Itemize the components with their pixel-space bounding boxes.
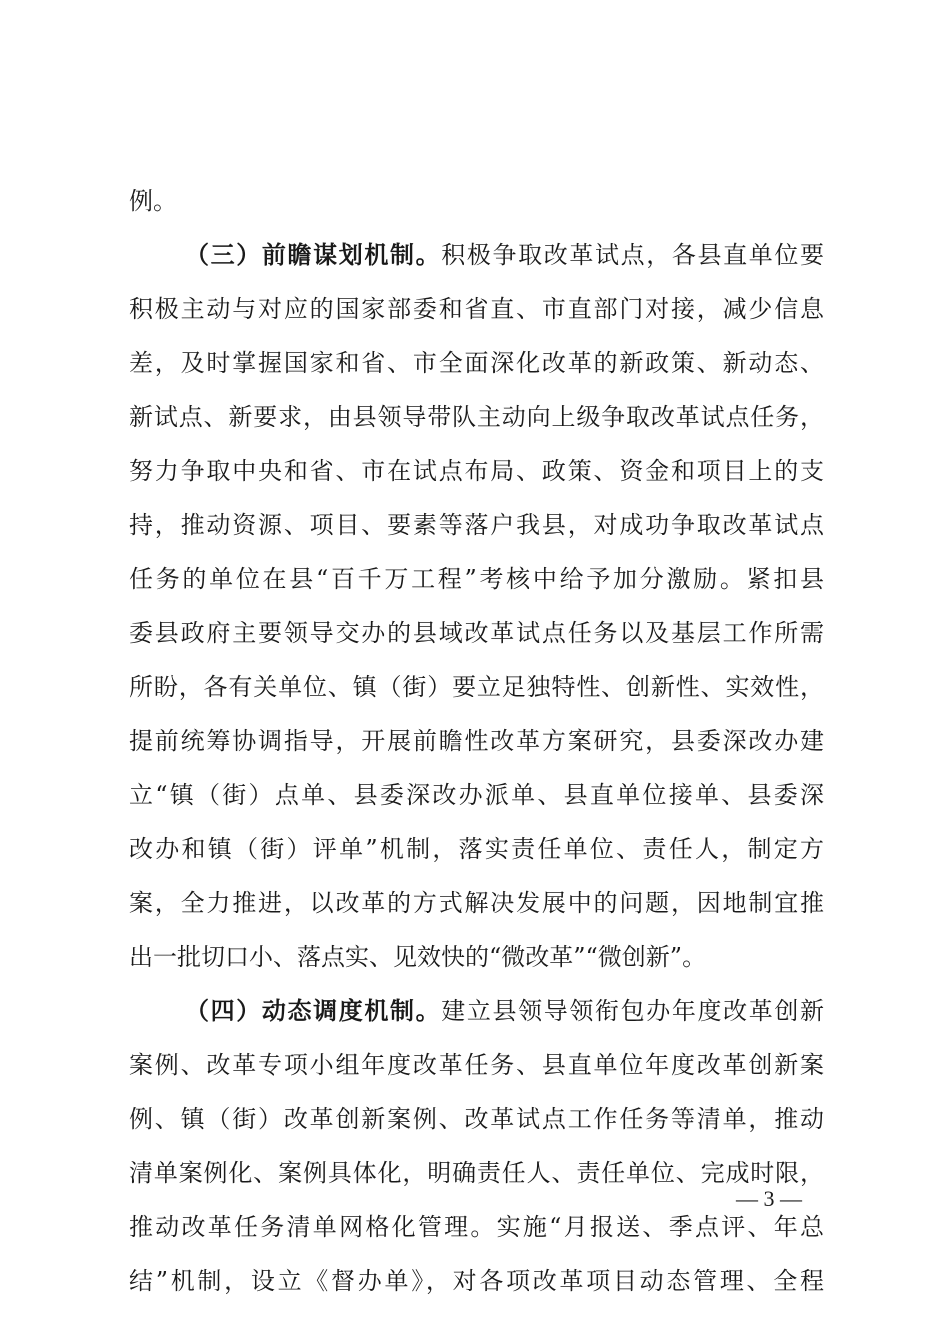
section-3-line: 立“镇（街）点单、县委深改办派单、县直单位接单、县委深 (129, 781, 824, 809)
section-4-line: 清单案例化、案例具体化，明确责任人、责任单位、完成时限， (129, 1159, 824, 1187)
section-4-first-line (129, 984, 824, 1038)
section-3-line: 积极主动与对应的国家部委和省直、市直部门对接，减少信息 (129, 295, 824, 323)
section-3-line: 所盼，各有关单位、镇（街）要立足独特性、创新性、实效性， (129, 673, 824, 701)
section-4-line: 结”机制，设立《督办单》，对各项改革项目动态管理、全程 (129, 1267, 824, 1295)
section-3-first-line-text: 积极争取改革试点，各县直单位要 (441, 241, 824, 269)
section-4-line: 例、镇（街）改革创新案例、改革试点工作任务等清单，推动 (129, 1105, 824, 1133)
section-3-line: 委县政府主要领导交办的县域改革试点任务以及基层工作所需 (129, 619, 824, 647)
section-3-line: 持，推动资源、项目、要素等落户我县，对成功争取改革试点 (129, 511, 824, 539)
continuation-line: 例。 (129, 187, 177, 215)
section-4-heading: （四）动态调度机制。 (185, 996, 442, 1025)
page-number: — 3 — (736, 1186, 802, 1211)
section-4-first-line-text: 建立县领导领衔包办年度改革创新 (441, 997, 824, 1025)
section-3-line: 出一批切口小、落点实、见效快的“微改革”“微创新”。 (129, 943, 707, 971)
section-3-line: 案，全力推进，以改革的方式解决发展中的问题，因地制宜推 (129, 889, 824, 917)
section-3-line: 任务的单位在县“百千万工程”考核中给予加分激励。紧扣县 (129, 565, 824, 593)
section-3-line: 改办和镇（街）评单”机制，落实责任单位、责任人，制定方 (129, 835, 824, 863)
body-text (129, 174, 824, 1308)
section-3-first-line (129, 228, 824, 282)
section-3-line: 提前统筹协调指导，开展前瞻性改革方案研究，县委深改办建 (129, 727, 824, 755)
section-4-line: 推动改革任务清单网格化管理。实施“月报送、季点评、年总 (129, 1213, 824, 1241)
section-3-heading: （三）前瞻谋划机制。 (185, 240, 442, 269)
section-3-line: 努力争取中央和省、市在试点布局、政策、资金和项目上的支 (129, 457, 824, 485)
section-3-line: 新试点、新要求，由县领导带队主动向上级争取改革试点任务， (129, 403, 824, 431)
section-3-line: 差，及时掌握国家和省、市全面深化改革的新政策、新动态、 (129, 349, 824, 377)
section-4-line: 案例、改革专项小组年度改革任务、县直单位年度改革创新案 (129, 1051, 824, 1079)
